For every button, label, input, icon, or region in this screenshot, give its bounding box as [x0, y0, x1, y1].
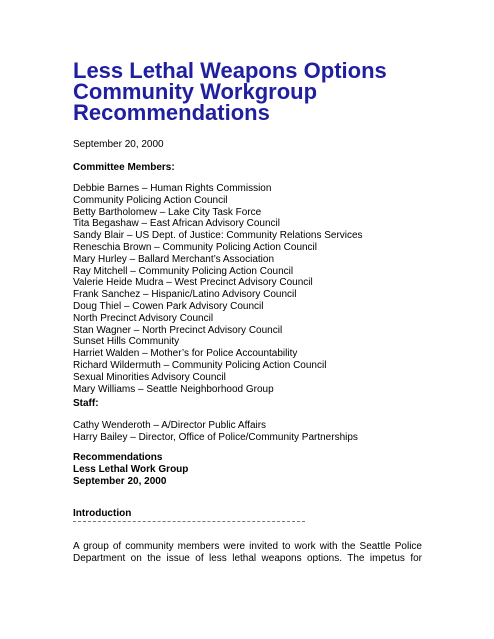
- list-item: Debbie Barnes – Human Rights Commission: [73, 183, 272, 194]
- list-item: Harry Bailey – Director, Office of Police/Community Partnerships: [73, 432, 358, 443]
- list-item: Tita Begashaw – East African Advisory Council: [73, 218, 280, 230]
- list-item: Sexual Minorities Advisory Council: [73, 371, 226, 383]
- committee-heading: Committee Members:: [73, 162, 175, 173]
- paragraph-line: A group of community members were invited to work with the Seattle Police: [73, 541, 422, 552]
- dashed-divider: [73, 521, 305, 522]
- list-item: North Precinct Advisory Council: [73, 312, 214, 324]
- recommendations-block: [73, 452, 188, 488]
- list-item: Sunset Hills Community: [73, 336, 180, 348]
- list-item: Betty Bartholomew – Lake City Task Force: [73, 206, 262, 218]
- recommendations-line: Less Lethal Work Group: [73, 464, 189, 475]
- intro-paragraph: [73, 541, 422, 565]
- introduction-heading: Introduction: [73, 508, 132, 519]
- list-item: Richard Wildermuth – Community Policing Action Council: [73, 359, 327, 371]
- recommendations-line: September 20, 2000: [73, 476, 167, 487]
- list-item: Cathy Wenderoth – A/Director Public Affairs: [73, 420, 267, 431]
- committee-members-list: [73, 183, 363, 395]
- staff-heading: Staff:: [73, 398, 99, 409]
- recommendations-line: Recommendations: [73, 452, 163, 463]
- list-item: Mary Hurley – Ballard Merchant’s Association: [73, 253, 275, 265]
- list-item: Stan Wagner – North Precinct Advisory Council: [73, 324, 283, 336]
- list-item: Ray Mitchell – Community Policing Action Council: [73, 265, 294, 277]
- list-item: Valerie Heide Mudra – West Precinct Advisory Council: [73, 277, 313, 289]
- list-item: Frank Sanchez – Hispanic/Latino Advisory Council: [73, 289, 297, 301]
- document-date: September 20, 2000: [73, 139, 164, 150]
- list-item: Doug Thiel – Cowen Park Advisory Council: [73, 300, 264, 312]
- list-item: Sandy Blair – US Dept. of Justice: Community Relations Services: [73, 230, 363, 242]
- staff-list: [73, 420, 358, 444]
- document-title: Less Lethal Weapons Options Community Workgroup Recommendations: [73, 58, 387, 125]
- paragraph-line: Department on the issue of less lethal weapons options. The impetus for: [73, 553, 422, 564]
- list-item: Harriet Walden – Mother’s for Police Accountability: [73, 348, 298, 360]
- list-item: Community Policing Action Council: [73, 194, 228, 206]
- list-item: Mary Williams – Seattle Neighborhood Group: [73, 383, 274, 395]
- list-item: Reneschia Brown – Community Policing Action Council: [73, 241, 318, 253]
